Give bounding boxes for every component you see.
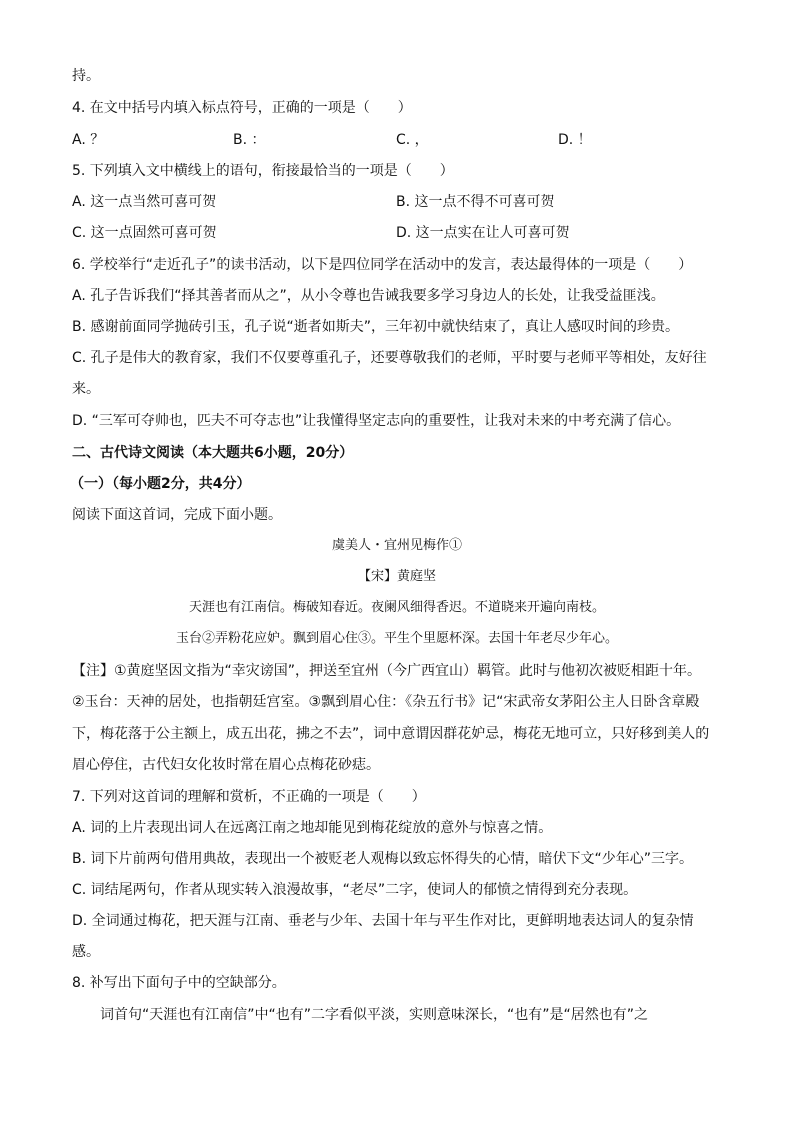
poem-title: 虞美人・宜州见梅作① <box>331 538 462 553</box>
note-2: ②玉台：天神的居处，也指朝廷宫室。③飘到眉心住：《杂五行书》记“宋武帝女茅阳公主人日卧含章殿 <box>72 694 700 710</box>
q4-option-b: B. ： <box>233 132 266 148</box>
q7-option-d: D. 全词通过梅花，把天涯与江南、垂老与少年、去国十年与平生作对比，更鲜明地表达词人的复杂情 <box>72 913 694 929</box>
q6-option-c-cont: 来。 <box>72 381 100 397</box>
q7-option-b: B. 词下片前两句借用典故，表现出一个被贬老人观梅以致忘怀得失的心情，暗伏下文“少年心”三字。 <box>72 851 694 867</box>
question-4: 4. 在文中括号内填入标点符号，正确的一项是（ ） <box>72 100 412 116</box>
subsection-heading: （一）（每小题2分，共4分） <box>70 476 251 492</box>
q7-option-d-cont: 感。 <box>72 944 100 960</box>
note-3: 下，梅花落于公主额上，成五出花，拂之不去”，词中意谓因群花妒忌，梅花无地可立，只好移到美人的 <box>72 726 710 742</box>
text-line: 持。 <box>72 68 100 84</box>
q7-option-c: C. 词结尾两句，作者从现实转入浪漫故事，“老尽”二字，使词人的郁愤之情得到充分表现。 <box>72 882 638 898</box>
poem-line-1: 天涯也有江南信。梅破知春近。夜阑风细得香迟。不道晓来开遍向南枝。 <box>188 600 605 615</box>
q7-option-a: A. 词的上片表现出词人在远离江南之地却能见到梅花绽放的意外与惊喜之情。 <box>72 820 553 836</box>
q6-option-a: A. 孔子告诉我们“择其善者而从之”，从小令尊也告诫我要多学习身边人的长处，让我受益匪浅。 <box>72 288 665 304</box>
q6-option-d: D. “三军可夺帅也，匹夫不可夺志也”让我懂得坚定志向的重要性，让我对未来的中考充满了信心。 <box>72 413 681 429</box>
note-1: 【注】①黄庭坚因文指为“幸灾谤国”，押送至宜州（今广西宜山）羁管。此时与他初次被贬相距十年。 <box>72 663 702 679</box>
q6-option-c: C. 孔子是伟大的教育家，我们不仅要尊重孔子，还要尊敬我们的老师，平时要与老师平等相处，友好往 <box>72 350 707 366</box>
section-heading: 二、古代诗文阅读（本大题共6小题，20分） <box>72 445 354 461</box>
q4-option-a: A. ？ <box>72 132 105 148</box>
question-5: 5. 下列填入文中横线上的语句，衔接最恰当的一项是（ ） <box>72 163 454 179</box>
poem-author: 【宋】黄庭坚 <box>357 569 436 584</box>
question-7: 7. 下列对这首词的理解和赏析，不正确的一项是（ ） <box>72 789 426 805</box>
question-6: 6. 学校举行“走近孔子”的读书活动，以下是四位同学在活动中的发言，表达最得体的一项是（ ） <box>72 257 693 273</box>
note-4: 眉心停住，古代妇女化妆时常在眉心点梅花砂痣。 <box>72 757 380 773</box>
poem-line-2: 玉台②弄粉花应妒。飘到眉心住③。平生个里愿杯深。去国十年老尽少年心。 <box>175 631 618 646</box>
q5-option-d: D. 这一点实在让人可喜可贺 <box>396 225 570 241</box>
instruction: 阅读下面这首词，完成下面小题。 <box>72 507 282 523</box>
q8-text: 词首句“天涯也有江南信”中“也有”二字看似平淡，实则意味深长，“也有”是“居然也有”之 <box>72 1007 649 1023</box>
q6-option-b: B. 感谢前面同学抛砖引玉，孔子说“逝者如斯夫”，三年初中就快结束了，真让人感叹时间的珍贵。 <box>72 319 680 335</box>
q4-option-d: D. ！ <box>558 132 592 148</box>
q4-option-c: C. ， <box>396 132 429 148</box>
q5-option-b: B. 这一点不得不可喜可贺 <box>396 194 555 210</box>
question-8: 8. 补写出下面句子中的空缺部分。 <box>72 975 286 991</box>
q5-option-a: A. 这一点当然可喜可贺 <box>72 194 217 210</box>
q5-option-c: C. 这一点固然可喜可贺 <box>72 225 217 241</box>
